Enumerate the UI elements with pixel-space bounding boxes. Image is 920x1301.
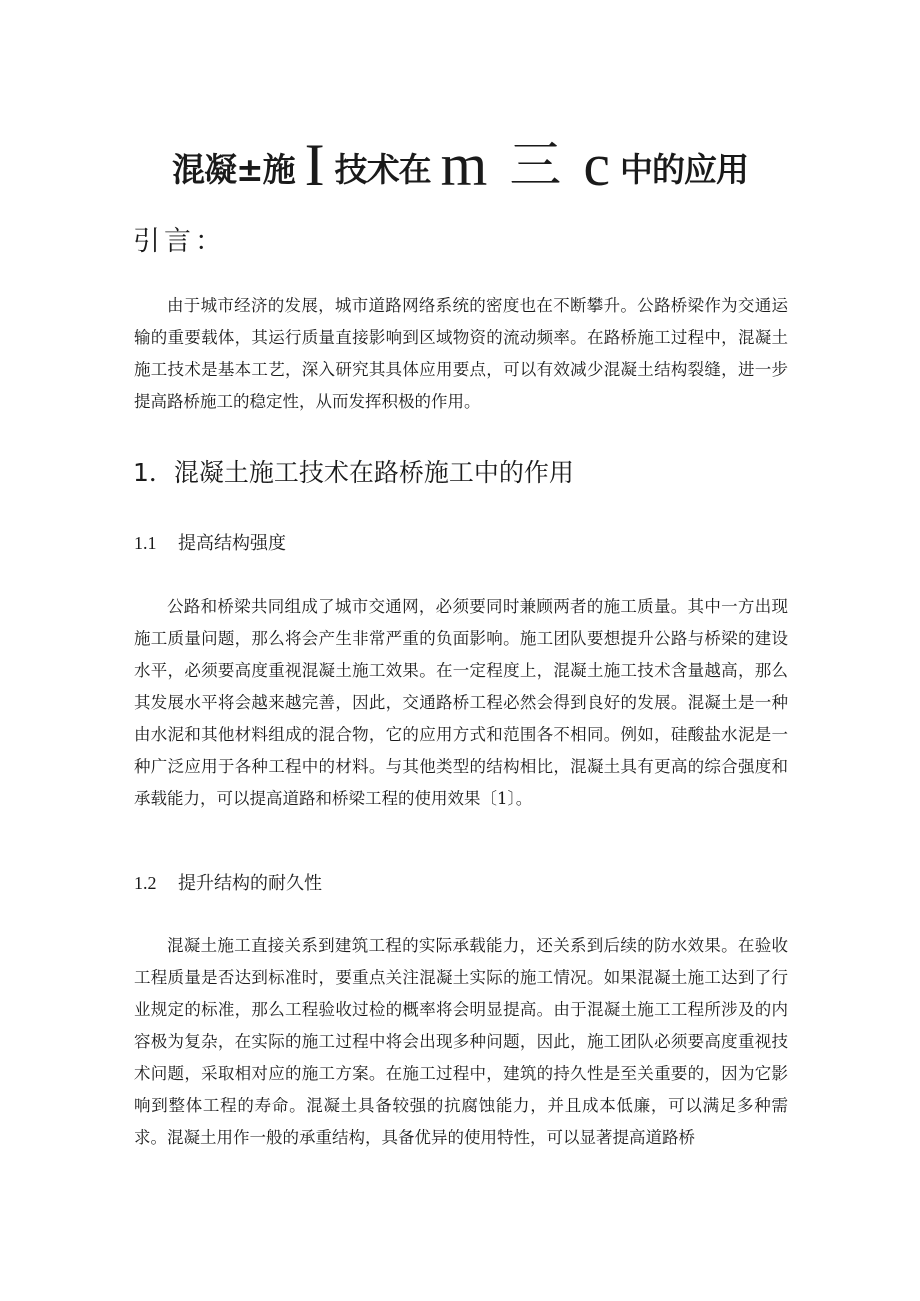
title-part-6: c [583,132,610,198]
section-1-2-heading [134,868,322,899]
title-part-5: 三 [509,138,562,195]
title-part-2: I [304,132,325,198]
title-part-7: 中的应用 [619,150,748,189]
title-part-4: m [440,132,488,198]
title-part-3: 技术在 [334,150,431,189]
section-1-1-heading [134,528,286,559]
document-title [130,132,790,200]
intro-heading: 引言： [133,226,226,257]
title-part-1: 混凝±施 [172,150,295,189]
intro-paragraph: 由于城市经济的发展，城市道路网络系统的密度也在不断攀升。公路桥梁作为交通运输的重要载体，其运行质量直接影响到区域物资的流动频率。在路桥施工过程中，混凝土施工技术是基本工艺，深入研究其具体应用要点，可以有效减少混凝土结构裂缝，进一步提高路桥施工的稳定性，从而发挥积极的作用。 [134,296,788,411]
section-1-1-number: 1.1 [134,533,157,553]
section-1-1-paragraph: 公路和桥梁共同组成了城市交通网，必须要同时兼顾两者的施工质量。其中一方出现施工质量问题，那么将会产生非常严重的负面影响。施工团队要想提升公路与桥梁的建设水平，必须要高度重视混凝土施工效果。在一定程度上，混凝土施工技术含量越高，那么其发展水平将会越来越完善，因此，交通路桥工程必然会得到良好的发展。混凝土是一种由水泥和其他材料组成的混合物，它的应用方式和范围各不相同。例如，硅酸盐水泥是一种广泛应用于各种工程中的材料。与其他类型的结构相比，混凝土具有更高的综合强度和承载能力，可以提高道路和桥梁工程的使用效果〔1〕。 [134,597,788,808]
section-1-heading: 1．混凝土施工技术在路桥施工中的作用 [133,458,574,487]
section-1-2-number: 1.2 [134,873,157,893]
section-1-2-title: 提升结构的耐久性 [178,873,322,894]
section-1-2-paragraph: 混凝土施工直接关系到建筑工程的实际承载能力，还关系到后续的防水效果。在验收工程质量是否达到标准时，要重点关注混凝土实际的施工情况。如果混凝土施工达到了行业规定的标准，那么工程验收过检的概率将会明显提高。由于混凝土施工工程所涉及的内容极为复杂，在实际的施工过程中将会出现多种问题，因此，施工团队必须要高度重视技术问题，采取相对应的施工方案。在施工过程中，建筑的持久性是至关重要的，因为它影响到整体工程的寿命。混凝土具备较强的抗腐蚀能力，并且成本低廉，可以满足多种需求。混凝土用作一般的承重结构，具备优异的使用特性，可以显著提高道路桥 [134,936,788,1147]
section-1-1-title: 提高结构强度 [178,533,286,554]
